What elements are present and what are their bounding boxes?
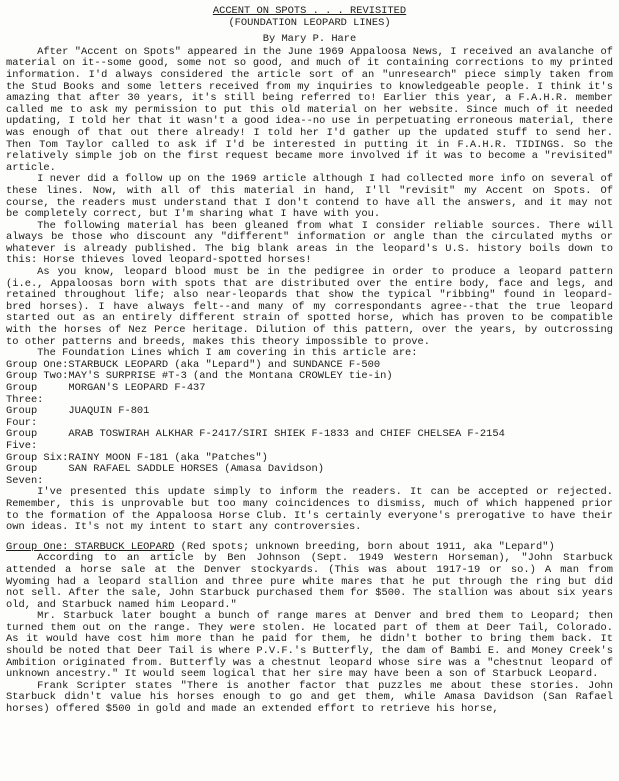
group-label: Group Six: (6, 451, 69, 464)
group-label: Group Three: (6, 382, 44, 406)
group-label: Group One: (6, 358, 69, 371)
group-text: ARAB TOSWIRAH ALKHAR F-2417/SIRI SHIEK F-1833 and CHIEF CHELSEA F-2154 (68, 428, 505, 441)
foundation-lines-list (6, 360, 613, 488)
closing-intro-paragraph: I've presented this update simply to inform the readers. It can be accepted or rejected. Remember, this is unprovable but too many coincidences to dismiss, much of which happened prior to the formation of the Appaloosa Horse Club. It's certainly everyone's prerogative to have their own ideas. It's not my intent to start any controversies. (6, 486, 613, 534)
group-label: Group Two: (6, 370, 69, 383)
list-item (6, 406, 613, 429)
intro-paragraph-1: After "Accent on Spots" appeared in the June 1969 Appaloosa News, I received an avalanche of material on it--some good, some not so good, and much of it containing corrections to my printed information. I'd always considered the article sort of an "unresearch" piece simply taken from the Stud Books and some letters received from my inquiries to knowledgeable people. I think it's amazing that after 30 years, it's still being referred to! Earlier this year, a F.A.H.R. member called me to ask my permission to put this old material on her website. Since much of it needed updating, I told her that it wasn't a good idea--no use in perpetuating erroneous material, there was enough of that out there already! I told her I'd gather up the updated stuff to send her. Then Tom Taylor called to ask if I'd be interested in putting it in F.A.H.R. TIDINGS. So the relatively simple job on the first request became more involved if it was to become a "revisited" article. (6, 45, 613, 174)
intro-paragraph-3: The following material has been gleaned from what I consider reliable sources. There will always be those who discount any "different" information or angle than the circulated myths or whatever is already published. The big blank areas in the leopard's U.S. history boils down to this: Horse thieves loved leopard-spotted horses! (6, 219, 613, 267)
group-text: MAY'S SURPRISE #T-3 (and the Montana CROWLEY tie-in) (68, 370, 393, 383)
group-one-paragraph-3: Frank Scripter states "There is another factor that puzzles me about these stories. John Starbuck didn't value his horses enough to go and get them, while Amasa Davidson (San Rafael horses) offered $500 in gold and made an extended effort to retrieve his horse, (6, 679, 613, 716)
group-label: Group Four: (6, 405, 38, 429)
article-subtitle: (FOUNDATION LEOPARD LINES) (228, 16, 391, 29)
list-item (6, 383, 613, 406)
list-item (6, 429, 613, 452)
group-text: SAN RAFAEL SADDLE HORSES (Amasa Davidson) (68, 463, 324, 476)
section-heading-detail: (Red spots; unknown breeding, born about 1911, aka "Lepard") (174, 540, 555, 553)
group-text: JUAQUIN F-801 (68, 405, 150, 418)
group-text: STARBUCK LEOPARD (aka "Lepard") and SUNDANCE F-500 (68, 358, 381, 371)
article-title: ACCENT ON SPOTS . . . REVISITED (212, 5, 407, 17)
group-text: RAINY MOON F-181 (aka "Patches") (68, 451, 268, 464)
author-byline: By Mary P. Hare (262, 33, 357, 46)
section-heading: Group One: STARBUCK LEOPARD (6, 540, 175, 553)
group-label: Group Five: (6, 428, 38, 452)
group-one-paragraph-2: Mr. Starbuck later bought a bunch of range mares at Denver and bred them to Leopard; then turned them out on the range. They were stolen. He located part of them at Deer Tail, Colorado. As it would have cost him more than he paid for them, he didn't bother to bring them back. It should be noted that Deer Tail is where P.V.F.'s Butterfly, the dam of Bambi E. and Money Creek's Ambition originated from. Butterfly was a chestnut leopard whose sire was a "chestnut leopard of unknown ancestry." It would seem logical that her sire may have been a son of Starbuck Leopard. (6, 610, 613, 681)
group-one-paragraph-1: According to an article by Ben Johnson (Sept. 1949 Western Horseman), "John Starbuck attended a horse sale at the Denver stockyards. (This was about 1917-19 or so.) A man from Wyoming had a leopard stallion and three pure white mares that he put through the ring but did not sell. After the sale, John Starbuck purchased them for $500. The stallion was about six years old, and Starbuck named him Leopard." (6, 552, 613, 611)
intro-paragraph-5: The Foundation Lines which I am covering in this article are: (37, 347, 418, 360)
article-title-block (6, 6, 613, 29)
group-text: MORGAN'S LEOPARD F-437 (68, 382, 206, 394)
intro-paragraph-4: As you know, leopard blood must be in the pedigree in order to produce a leopard pattern (i.e., Appaloosas born with spots that are distributed over the entire body, face and legs, and retained throughout life; also near-leopards that show the typical "ribbing" found in leopard-bred horses). I have always felt--and many of my correspondants agree--that the true leopard started out as an entirely different strain of spotted horse, which has proven to be compatible with the horses of Nez Perce heritage. Dilution of this pattern, over the years, by outcrossing to other patterns and breeds, makes this theory impossible to prove. (6, 266, 613, 348)
list-item (6, 464, 613, 487)
group-label: Group Seven: (6, 463, 44, 487)
intro-paragraph-2: I never did a follow up on the 1969 article although I had collected more info on several of these lines. Now, with all of this material in hand, I'll "revisit" my Accent on Spots. Of course, the readers must understand that I don't contend to have all the answers, and it may not be completely correct, but I'm sharing what I have with you. (6, 173, 613, 221)
